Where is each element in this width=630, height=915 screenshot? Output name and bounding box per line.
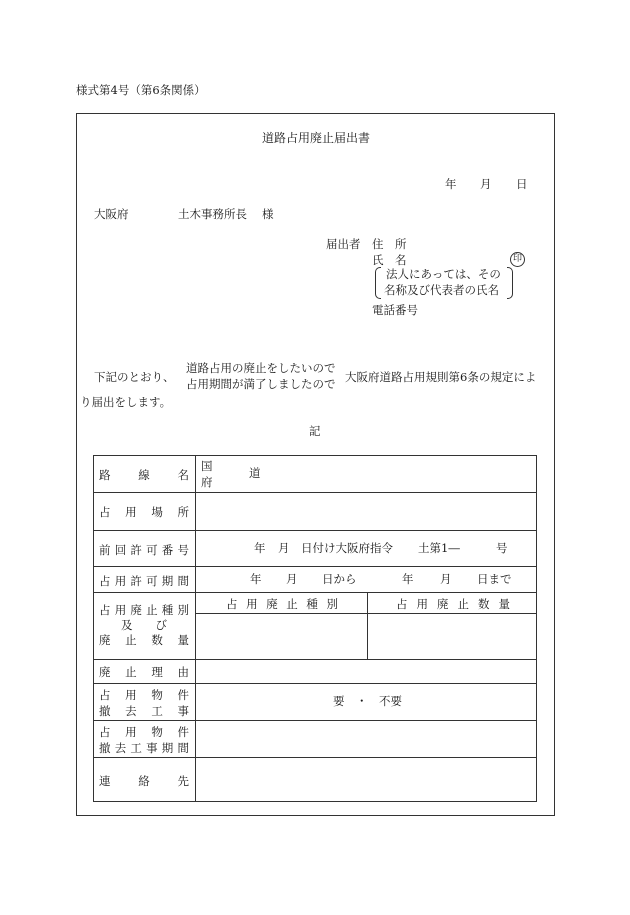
route-road: 道 <box>249 466 261 480</box>
route-prefectural: 府 <box>201 475 213 489</box>
addressee-prefecture: 大阪府 <box>94 207 129 221</box>
period-start-year: 年 <box>250 572 262 586</box>
reason-label: 廃 止 理 由 <box>99 665 189 679</box>
prev-permit-year: 年 <box>254 541 266 555</box>
phone-label: 電話番号 <box>372 303 418 317</box>
bracket-left <box>375 267 381 299</box>
prev-permit-dated: 日付け大阪府指令 <box>301 541 393 555</box>
prev-permit-go: 号 <box>496 541 508 555</box>
removal-label-line1: 占 用 物 件 <box>99 688 189 702</box>
type-label-line3: 廃 止 数 量 <box>99 633 189 647</box>
period-end-year: 年 <box>402 572 414 586</box>
removal-required-choice: 要 ・ 不要 <box>333 694 402 708</box>
period-start-day: 日から <box>322 572 357 586</box>
ki-heading: 記 <box>309 424 321 438</box>
body-continuation: り届出をします。 <box>80 395 172 409</box>
addressee-office: 土木事務所長 <box>178 207 247 221</box>
location-label: 占 用 場 所 <box>99 505 189 519</box>
prev-permit-month: 月 <box>278 541 290 555</box>
period-end-day: 日まで <box>477 572 512 586</box>
table-label-divider <box>195 455 196 802</box>
body-rule: 大阪府道路占用規則第6条の規定によ <box>345 370 537 384</box>
addressee-honorific: 様 <box>262 207 274 221</box>
corporate-note-line2: 名称及び代表者の氏名 <box>384 283 499 297</box>
prev-permit-label: 前 回 許 可 番 号 <box>99 543 189 557</box>
contact-label: 連 絡 先 <box>99 774 189 788</box>
bracket-right <box>507 267 513 299</box>
date-year: 年 <box>445 177 457 191</box>
prev-permit-doboku: 土第1― <box>418 541 460 555</box>
corporate-note-line1: 法人にあっては、その <box>386 267 501 281</box>
notifier-label: 届出者 <box>326 237 361 251</box>
form-title: 道路占用廃止届出書 <box>262 131 371 145</box>
address-label: 住 所 <box>372 237 407 251</box>
type-label-line1: 占 用 廃 止 種 別 <box>99 603 189 617</box>
date-month: 月 <box>480 177 492 191</box>
body-option-abolish: 道路占用の廃止をしたいので <box>186 361 336 375</box>
name-label: 氏 名 <box>372 253 407 267</box>
form-number: 様式第4号（第6条関係） <box>76 83 206 97</box>
period-start-month: 月 <box>286 572 298 586</box>
removal-period-label-line2: 撤 去 工 事 期 間 <box>99 741 189 755</box>
period-end-month: 月 <box>440 572 452 586</box>
route-label: 路 線 名 <box>99 468 189 482</box>
removal-label-line2: 撤 去 工 事 <box>99 704 189 718</box>
period-label: 占 用 許 可 期 間 <box>99 574 189 588</box>
quantity-column-header: 占 用 廃 止 数 量 <box>396 597 510 611</box>
removal-period-label-line1: 占 用 物 件 <box>99 725 189 739</box>
seal-mark: 印 <box>510 252 525 267</box>
type-label-line2: 及 び <box>121 618 167 632</box>
body-lead: 下記のとおり、 <box>94 370 175 384</box>
body-option-expired: 占用期間が満了しましたので <box>186 377 336 391</box>
date-day: 日 <box>516 177 528 191</box>
route-national: 国 <box>201 459 213 473</box>
type-column-header: 占 用 廃 止 種 別 <box>226 597 338 611</box>
